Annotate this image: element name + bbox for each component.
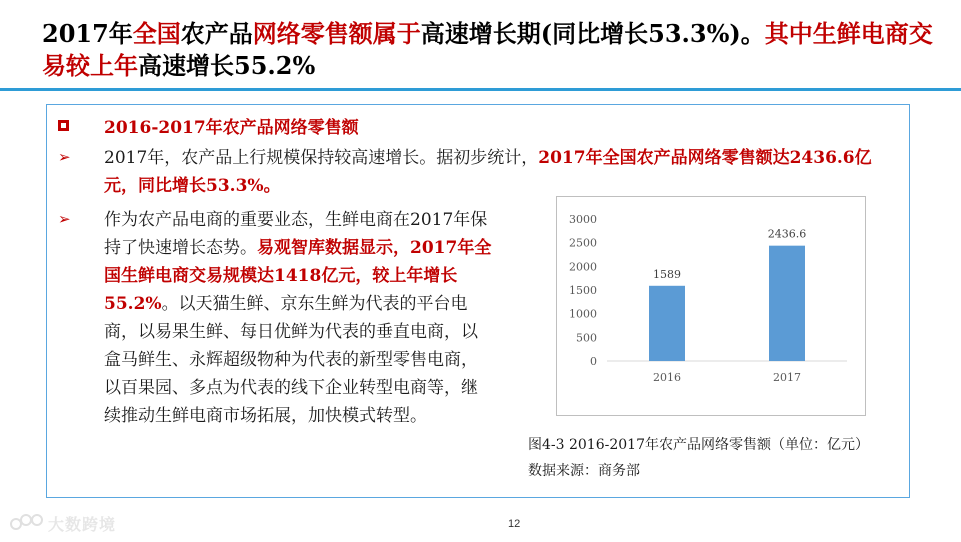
square-bullet-icon xyxy=(58,120,69,131)
title-part: 高速增长55.2% xyxy=(138,51,316,80)
watermark-text: 大数跨境 xyxy=(48,515,117,534)
section-heading-text: 2016-2017年农产品网络零售额 xyxy=(104,118,359,138)
data-label: 2436.6 xyxy=(767,227,807,241)
title-part: 其中生鲜电商交易较上年 xyxy=(42,19,933,80)
y-tick-label: 0 xyxy=(590,355,597,368)
caption-source: 数据来源：商务部 xyxy=(528,463,640,479)
y-tick-label: 1500 xyxy=(569,284,597,297)
bar xyxy=(649,286,685,361)
slide-title xyxy=(42,18,942,82)
bullet2-highlight: 易观智库数据显示，2017年全国生鲜电商交易规模达1418亿元，较上年增长55.2% xyxy=(104,238,492,314)
arrow-bullet-icon: ➢ xyxy=(58,210,71,228)
bar xyxy=(769,246,805,361)
bar-chart-frame xyxy=(556,196,866,416)
arrow-bullet-icon: ➢ xyxy=(58,148,71,166)
figure-caption xyxy=(528,432,869,484)
bar-chart xyxy=(557,197,865,415)
y-tick-label: 2500 xyxy=(569,236,597,250)
bullet-paragraph-1 xyxy=(104,144,899,200)
title-part: 农产品 xyxy=(180,19,253,48)
bullet1-plain: 2017年，农产品上行规模保持较高速增长。据初步统计， xyxy=(104,148,539,168)
title-part: 全国 xyxy=(132,19,181,48)
y-tick-label: 3000 xyxy=(569,213,597,226)
x-tick-label: 2017 xyxy=(773,371,801,384)
watermark-logo-icon xyxy=(10,512,44,532)
bullet2-plain: 作为农产品电商的重要业态，生鲜电商在2017年保持了快速增长态势。 xyxy=(104,210,488,258)
bullet-paragraph-2 xyxy=(104,206,494,430)
y-tick-label: 1000 xyxy=(569,307,597,321)
y-tick-label: 500 xyxy=(576,331,597,345)
y-tick-label: 2000 xyxy=(569,260,597,274)
bullet2-plain: 。以天猫生鲜、京东生鲜为代表的平台电商，以易果生鲜、每日优鲜为代表的垂直电商，以盒马鲜生、永辉超级物种为代表的新型零售电商，以百果园、多点为代表的线下企业转型电商等，继续推动生鲜电商市场拓展，加快模式转型。 xyxy=(104,294,478,426)
page-number: 12 xyxy=(508,518,521,530)
bullet1-highlight: 2017年全国农产品网络零售额达2436.6亿元，同比增长53.3% xyxy=(104,148,872,196)
data-label: 1589 xyxy=(653,267,681,281)
title-part: 网络零售额属于 xyxy=(252,19,421,48)
title-divider xyxy=(0,88,961,91)
caption-title: 图4-3 2016-2017年农产品网络零售额（单位：亿元） xyxy=(528,437,869,453)
title-part: 2017年 xyxy=(42,19,133,48)
title-part: 高速增长期(同比增长53.3%)。 xyxy=(420,19,765,48)
x-tick-label: 2016 xyxy=(653,371,681,384)
bullet1-tail: 。 xyxy=(263,176,281,196)
